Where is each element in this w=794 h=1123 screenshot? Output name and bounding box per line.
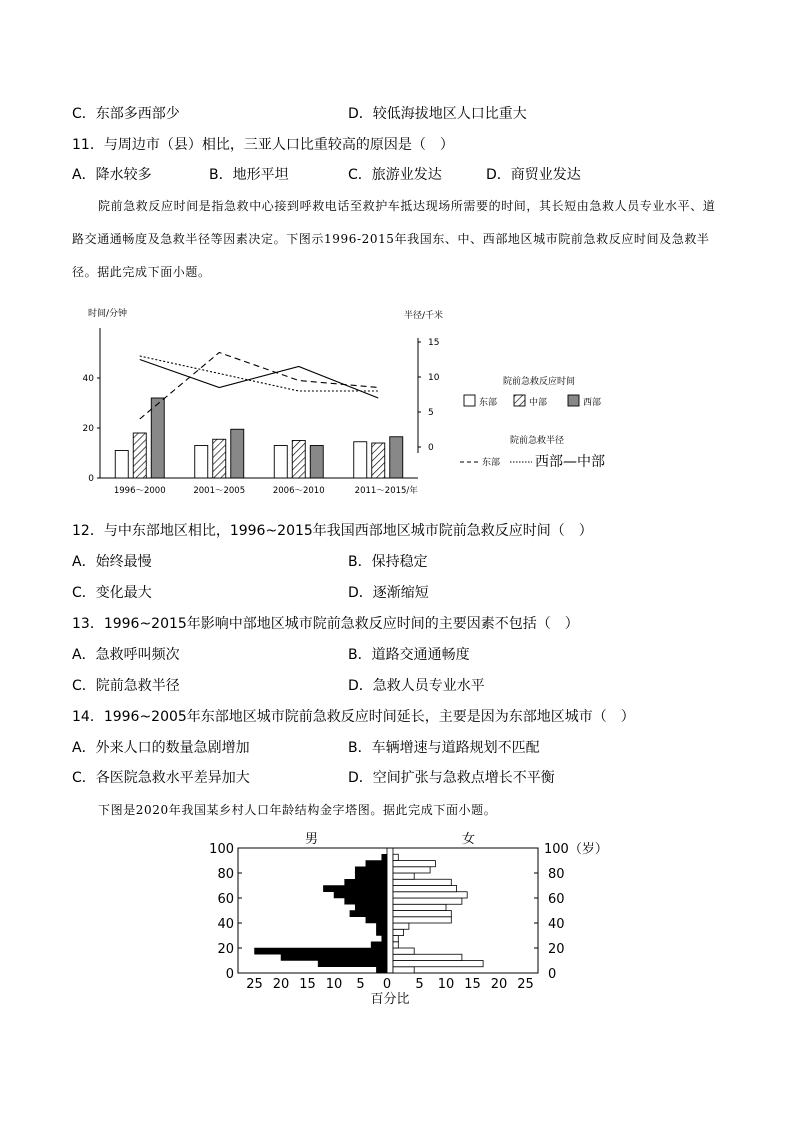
- male-bar: [355, 867, 387, 873]
- female-bar: [393, 917, 451, 923]
- legend-label-中部: 中部: [529, 398, 548, 408]
- age-tick-label-left: 60: [217, 892, 234, 907]
- q11-option-d: D．商贸业发达: [486, 167, 581, 183]
- q14-option-b: B．车辆增速与道路规划不匹配: [348, 740, 540, 756]
- female-bar: [393, 854, 398, 860]
- intro-paragraph-pyramid: 下图是2020年我国某乡村人口年龄结构金字塔图。据此完成下面小题。: [98, 803, 497, 817]
- q13-option-d: D．急救人员专业水平: [348, 678, 485, 694]
- male-bar: [366, 917, 387, 923]
- population-pyramid-chart: [200, 828, 640, 1012]
- legend-label-西部: 西部: [583, 398, 602, 408]
- female-bar: [393, 954, 462, 960]
- q11-option-c: C．旅游业发达: [348, 167, 442, 183]
- x-tick-label-left: 5: [356, 977, 365, 992]
- female-bar: [393, 861, 435, 867]
- bar-东部: [195, 446, 208, 479]
- female-bar: [393, 911, 451, 917]
- x-tick-label-left: 15: [299, 977, 316, 992]
- female-bar: [393, 967, 414, 973]
- x-tick-label-right: 20: [490, 977, 508, 992]
- male-bar: [382, 854, 387, 860]
- bar-西部: [231, 429, 244, 478]
- pyramid-right-label: 女: [462, 832, 476, 847]
- q12-option-b: B．保持稳定: [348, 554, 428, 570]
- female-bar: [393, 873, 414, 879]
- male-bar: [323, 886, 387, 892]
- q13-stem: 13．1996~2015年影响中部地区城市院前急救反应时间的主要因素不包括（ ）: [72, 616, 579, 632]
- q11-option-b: B．地形平坦: [209, 167, 289, 183]
- male-bar: [355, 873, 387, 879]
- x-axis-label: 百分比: [370, 992, 410, 1007]
- age-unit-label: 100（岁）: [544, 842, 608, 857]
- age-tick-label-left: 40: [217, 917, 234, 932]
- female-bar: [393, 936, 398, 942]
- x-tick-label: 2001～2005: [193, 486, 246, 496]
- y2-axis-label: 半径/千米: [404, 311, 444, 321]
- legend-line-label-east: 东部: [482, 458, 501, 468]
- legend-swatch-东部: [464, 395, 475, 406]
- q13-option-b: B．道路交通通畅度: [348, 647, 470, 663]
- age-tick-label-left: 20: [217, 942, 234, 957]
- q12-option-a: A．始终最慢: [72, 554, 152, 570]
- q11-option-a: A．降水较多: [72, 167, 152, 183]
- female-bar: [393, 898, 462, 904]
- male-bar: [376, 929, 387, 935]
- q13-option-c: C．院前急救半径: [72, 678, 180, 694]
- q14-option-d: D．空间扩张与急救点增长不平衡: [348, 770, 555, 786]
- x-tick-label-left: 0: [382, 977, 392, 992]
- male-bar: [334, 892, 387, 898]
- y-tick-label: 40: [82, 374, 94, 384]
- pyramid-left-label: 男: [305, 832, 319, 847]
- radius-line-东部: [140, 353, 379, 420]
- x-tick-label-right: 10: [437, 977, 455, 992]
- age-tick-label-left: 80: [217, 867, 234, 882]
- y2-tick-label: 15: [428, 338, 440, 348]
- x-tick-label: 1996～2000: [113, 486, 166, 496]
- bar-东部: [115, 451, 128, 479]
- female-bar: [393, 948, 414, 954]
- x-tick-label-right: 15: [464, 977, 481, 992]
- radius-line-西部: [140, 356, 379, 391]
- male-bar: [355, 904, 387, 910]
- male-bar: [318, 961, 387, 967]
- male-bar: [350, 911, 387, 917]
- legend-swatch-西部: [568, 395, 579, 406]
- bar-中部: [213, 439, 226, 478]
- y-tick-label: 0: [88, 474, 94, 484]
- q10-option-d: D．较低海拔地区人口比重大: [348, 106, 527, 122]
- age-tick-label-left: 0: [225, 967, 234, 982]
- bar-西部: [151, 398, 164, 478]
- q13-option-a: A．急救呼叫频次: [72, 647, 180, 663]
- age-tick-label-right: 0: [548, 967, 557, 982]
- female-bar: [393, 892, 467, 898]
- male-bar: [376, 923, 387, 929]
- male-bar: [376, 967, 387, 973]
- x-tick-label-left: 10: [325, 977, 343, 992]
- bar-西部: [310, 446, 323, 479]
- q12-option-d: D．逐渐缩短: [348, 585, 429, 601]
- bar-西部: [390, 437, 403, 478]
- age-tick-label-right: 60: [548, 892, 565, 907]
- female-bar: [393, 904, 446, 910]
- x-tick-label-right: 25: [517, 977, 534, 992]
- female-bar: [393, 961, 483, 967]
- bar-东部: [274, 446, 287, 479]
- female-bar: [393, 886, 457, 892]
- male-bar: [345, 898, 387, 904]
- male-bar: [345, 879, 387, 885]
- female-bar: [393, 879, 451, 885]
- q12-option-c: C．变化最大: [72, 585, 152, 601]
- male-bar: [382, 936, 387, 942]
- legend-label-东部: 东部: [479, 398, 498, 408]
- female-bar: [393, 923, 409, 929]
- male-bar: [371, 942, 387, 948]
- female-bar: [393, 867, 430, 873]
- intro-paragraph-ems: 院前急救反应时间是指急救中心接到呼救电话至救护车抵达现场所需要的时间，其长短由急救人员专业水平、道路交通通畅度及急救半径等因素决定。下图示1996-2015年我国东、中、西部地区城市院前急救反应时间及急救半径。据此完成下面小题。: [72, 199, 716, 279]
- x-tick-label-left: 20: [272, 977, 290, 992]
- male-bar: [366, 861, 387, 867]
- x-tick-label: 2006～2010: [272, 486, 325, 496]
- bar-中部: [372, 443, 385, 478]
- x-tick-label-right: 5: [415, 977, 424, 992]
- legend-line-title: 院前急救半径: [510, 436, 565, 446]
- y2-tick-label: 5: [428, 408, 434, 418]
- y-axis-label: 时间/分钟: [88, 309, 128, 319]
- female-bar: [393, 942, 398, 948]
- male-bar: [255, 948, 388, 954]
- male-bar: [281, 954, 387, 960]
- bar-东部: [354, 442, 367, 478]
- legend-swatch-中部: [514, 395, 525, 406]
- age-tick-label-right: 80: [548, 867, 565, 882]
- legend-line-label-west-central: 西部—中部: [535, 454, 605, 470]
- x-tick-label: 2011～2015/年: [354, 486, 418, 496]
- y2-tick-label: 10: [428, 373, 440, 383]
- y-tick-label: 20: [82, 424, 94, 434]
- x-tick-label-left: 25: [246, 977, 263, 992]
- y2-tick-label: 0: [428, 443, 434, 453]
- q12-stem: 12．与中东部地区相比，1996~2015年我国西部地区城市院前急救反应时间（ ）: [72, 523, 593, 539]
- age-tick-label-right: 20: [548, 942, 565, 957]
- q10-option-c: C．东部多西部少: [72, 106, 180, 122]
- female-bar: [393, 929, 404, 935]
- q14-stem: 14．1996~2005年东部地区城市院前急救反应时间延长，主要是因为东部地区城市（ ）: [72, 709, 635, 725]
- legend-bar-title: 院前急救反应时间: [503, 377, 576, 387]
- ems-response-chart: [80, 300, 640, 500]
- age-tick-label-right: 40: [548, 917, 565, 932]
- q14-option-a: A．外来人口的数量急剧增加: [72, 740, 250, 756]
- bar-中部: [133, 433, 146, 478]
- q11-stem: 11．与周边市（县）相比，三亚人口比重较高的原因是（ ）: [72, 137, 454, 153]
- bar-中部: [292, 441, 305, 479]
- age-tick-label-left: 100: [209, 842, 234, 857]
- q14-option-c: C．各医院急救水平差异加大: [72, 770, 250, 786]
- radius-line-中部: [140, 360, 379, 399]
